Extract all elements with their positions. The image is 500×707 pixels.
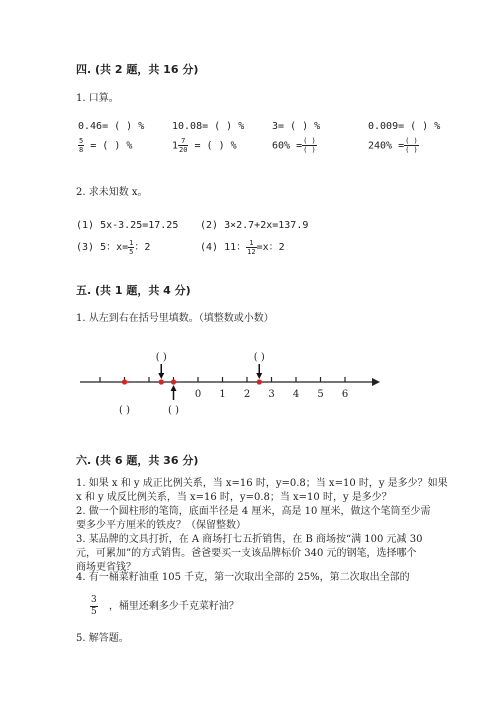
fraction: $\frac{7}{20}$ [179, 137, 188, 154]
equation: (4) 11： $\frac{1}{12}$ =x：2 [200, 238, 285, 256]
equation: (3) 5：x= $\frac{1}{5}$ ：2 [76, 238, 151, 256]
fraction: $\frac{1}{12}$ [247, 238, 256, 256]
problem-line: 1. 如果 x 和 y 成正比例关系，当 x=16 时，y=0.8；当 x=10 时，y 是多少？如果 [76, 478, 448, 489]
calc-item: 0.46= ( ) % [78, 121, 145, 132]
section-6-heading: 六. (共 6 题，共 36 分) [76, 454, 199, 467]
fraction: $\frac{5}{8}$ [79, 137, 84, 154]
up-arrow-head [171, 385, 177, 391]
answer-blank: ( ) [119, 405, 130, 416]
problem-line: 元，可累加”的方式销售。爸爸要买一支该品牌标价 340 元的钢笔，选择哪个 [76, 548, 417, 559]
problem-line: 5. 解答题。 [76, 633, 129, 644]
calc-item: 240% = $\frac{( )}{( )}$ [368, 137, 418, 154]
tick-label: 2 [243, 389, 251, 400]
tick-label: 0 [194, 389, 202, 400]
calc-item: $\frac{5}{8}$ = ( ) % [79, 137, 133, 154]
number-line [70, 340, 390, 425]
fraction: $\frac{1}{5}$ [129, 238, 134, 256]
calc-item: 60% = $\frac{( )}{( )}$ [272, 137, 316, 154]
equation: (1) 5x-3.25=17.25 [76, 220, 179, 231]
answer-blank: ( ) [253, 352, 265, 363]
problem-line: 商场更省钱？ [76, 562, 136, 573]
tick-label: 1 [219, 389, 226, 400]
number-line-arrowhead [372, 378, 380, 386]
tick-label: 4 [292, 389, 300, 400]
red-point [122, 379, 127, 384]
problem-line: 3. 某品牌的文具打折，在 A 商场打七五折销售，在 B 商场按“满 100 元减 30 [76, 534, 423, 545]
problem-line: $\frac{3}{5}$ ，桶里还剩多少千克菜籽油？ [91, 595, 239, 617]
down-arrow-head [256, 373, 262, 379]
calc-item: 3= ( ) % [272, 121, 321, 132]
fraction: $\frac{3}{5}$ [91, 595, 97, 617]
red-point [159, 379, 164, 384]
section-4-heading: 四. (共 2 题，共 16 分) [76, 63, 199, 76]
problem-line: 要多少平方厘米的铁皮？（保留整数） [76, 520, 246, 531]
calc-item: 1 $\frac{7}{20}$ = ( ) % [172, 137, 237, 154]
section-5-heading: 五. (共 1 题，共 4 分) [76, 284, 191, 297]
tick-label: 3 [268, 389, 275, 400]
fraction: $\frac{( )}{( )}$ [303, 137, 316, 154]
problem-line: x 和 y 成反比例关系，当 x=16 时，y=0.8；当 x=10 时，y 是多少？ [76, 492, 392, 503]
down-arrow-head [158, 373, 164, 379]
calc-item: 10.08= ( ) % [172, 121, 245, 132]
tick-label: 5 [317, 389, 324, 400]
red-point [257, 379, 262, 384]
question-2-title: 2. 求未知数 x。 [76, 187, 148, 198]
equation: (2) 3×2.7+2x=137.9 [200, 220, 309, 231]
question-1-title: 1. 口算。 [76, 93, 119, 104]
question-1-title: 1. 从左到右在括号里填数。（填整数或小数） [76, 313, 274, 324]
tick-label: 6 [341, 389, 349, 400]
answer-blank: ( ) [168, 405, 179, 416]
problem-line: 2. 做一个圆柱形的笔筒，底面半径是 4 厘米，高是 10 厘米，做这个笔筒至少需 [76, 506, 431, 517]
red-point [171, 379, 176, 384]
problem-line: 4. 有一桶菜籽油重 105 千克，第一次取出全部的 25%，第二次取出全部的 [76, 572, 410, 583]
fraction: $\frac{( )}{( )}$ [405, 137, 418, 154]
calc-item: 0.009= ( ) % [368, 121, 441, 132]
answer-blank: ( ) [155, 352, 167, 363]
